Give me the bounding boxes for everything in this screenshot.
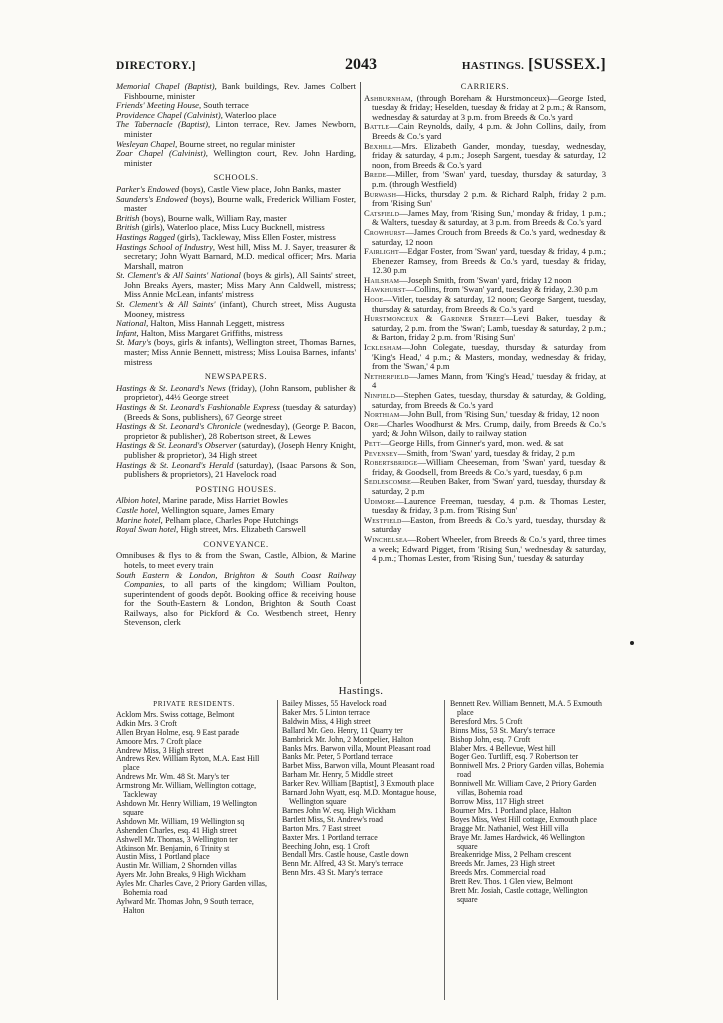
entry-name: St. Clement's & All Saints' [116,299,216,310]
resident-entry: Banks Mr. Peter, 5 Portland terrace [282,752,393,762]
directory-entry [364,516,606,535]
entry-text: —Edgar Foster, from 'Swan' yard, tuesday & friday, 4 p.m.; Ebenezer Ramsey, from Breeds & Co.'s yard, tuesday & friday, 12.30 p.m [372,246,606,276]
entry-place: Ore [364,418,379,429]
resident-entry: Brett Rev. Thos. 1 Glen view, Belmont [450,877,573,887]
resident-entry: Barham Mr. Henry, 5 Middle street [282,770,394,780]
page-header [116,56,606,78]
entry-name: Wesleyan Chapel [116,138,176,149]
entry-place: Burwash [364,188,397,199]
directory-entry [116,441,356,460]
directory-entry [364,228,606,247]
entry-name: St. Mary's [116,337,152,348]
header-town-name: HASTINGS. [461,60,525,72]
entry-text: —Easton, from Breeds & Co.'s yard, tuesday, thursday & saturday [372,514,606,535]
entry-place: Sedlescombe [364,476,411,487]
resident-entry: Baxter Mrs. 1 Portland terrace [282,832,378,842]
directory-entry [364,535,606,564]
entry-name: The Tabernacle (Baptist) [116,119,209,130]
resident-entry: Barnes John W. esq. High Wickham [282,805,396,815]
entry-place: Hooe [364,294,384,305]
entry-name: Hastings Ragged [116,231,175,242]
entry-name: Infant [116,327,137,338]
entry-place: Ashburnham [364,92,411,103]
entry-name: Friends' Meeting House [116,100,199,111]
resident-entry: Barker Rev. William [Baptist], 3 Exmouth place [282,779,434,789]
directory-entry [364,391,606,410]
directory-entry [364,343,606,372]
resident-entry: Amoore Mrs. 7 Croft place [116,736,202,746]
entry-place: Robertsbridge [364,457,418,468]
resident-entry: Armstrong Mr. William, Wellington cottage, Tackleway [116,781,257,800]
directory-entry [364,477,606,496]
resident-entry: Bishop John, esq. 7 Croft [450,734,531,744]
resident-entry: Bragge Mr. Nathaniel, West Hill villa [450,823,569,833]
entry-text: (boys, girls & infants), Wellington street, Thomas Barnes, master; Miss Annie Bennett, mistress; Miss Louisa Barnes, infants' mistress [124,337,356,367]
resident-entry: Bonniwell Mrs. 2 Priory Garden villas, Bohemia road [450,761,604,780]
resident-entry: Bonniwell Mr. William Cave, 2 Priory Garden villas, Bohemia road [450,779,597,798]
directory-entry [364,142,606,171]
column-divider [360,82,361,684]
entry-name: Hastings & St. Leonard's Fashionable Express [116,402,280,412]
entry-name: Castle hotel [116,504,158,515]
section-heading: POSTING HOUSES. [195,484,277,494]
entry-text: —Hicks, thursday 2 p.m. & Richard Ralph, friday 2 p.m. from 'Rising Sun' [372,188,606,209]
residents-column-3 [450,700,606,1000]
directory-entry [364,247,606,276]
entry-text: —Miller, from 'Swan' yard, tuesday, thursday & saturday, 3 p.m. (through Westfield) [372,169,606,189]
entry-text: —Vitler, tuesday & saturday, 12 noon; George Sargent, tuesday, thursday & saturday, from Breeds & Co.'s yard [372,294,606,314]
resident-entry: Bartlett Miss, St. Andrew's road [282,814,383,824]
entry-place: Brede [364,169,387,180]
entry-text: —Joseph Smith, from 'Swan' yard, friday 12 noon [399,274,572,285]
resident-entry: Bambrick Mr. John, 2 Montpelier, Halton [282,734,414,744]
entry-text: —Cain Reynolds, daily, 4 p.m. & John Collins, daily, from Breeds & Co.'s yard [372,121,606,141]
entry-text: , South terrace [198,100,249,111]
entry-text: (boys), Bourne walk, Frederick William Foster, master [124,193,356,214]
entry-text: —George Hills, from Ginner's yard, mon. wed. & sat [380,437,564,448]
entry-place: Westfield [364,514,402,525]
header-directory: DIRECTORY.] [116,60,196,72]
entry-text: (friday), (John Ransom, publisher & proprietor), 44½ George street [124,382,356,403]
entry-text: —James Mann, from 'King's Head,' tuesday & friday, at 4 [372,370,606,391]
entry-place: Pevensey [364,447,398,458]
resident-entry: Barton Mrs. 7 East street [282,823,361,833]
directory-entry [116,120,356,139]
directory-entry [116,422,356,441]
resident-entry: Boger Geo. Turtliff, esq. 7 Robertson ter [450,752,579,762]
resident-entry: Bourner Mrs. 1 Portland place, Halton [450,805,572,815]
entry-text: , Bourne street, no regular minister [175,138,296,149]
entry-place: Hurstmonceux & Gardner Street [364,313,505,324]
resident-entry: Andrews Mr. Wm. 48 St. Mary's ter [116,772,230,782]
section-heading: SCHOOLS. [213,173,259,183]
resident-entry: Banks Mrs. Barwon villa, Mount Pleasant road [282,743,431,753]
directory-entry [116,551,356,570]
right-column [364,82,606,682]
entry-name: Albion hotel [116,495,159,506]
entry-text: , High street, Mrs. Elizabeth Carswell [176,524,306,535]
header-county: [SUSSEX.] [528,56,606,73]
resident-entry: Baker Mrs. 5 Linton terrace [282,707,370,717]
entry-text: , to all parts of the kingdom; William Poulton, superintendent of goods depôt. Booking office & receiving house for the South-Eastern & London, Brighton & South Coast Railways, also for Pickford & Co. Westbench street, Henry Stevenson, clerk [124,579,356,628]
residents-divider-1 [277,700,278,1000]
entry-place: Icklesham [364,342,402,353]
entry-text: , Bank buildings, Rev. James Colbert Fishbourne, minister [124,82,356,101]
entry-place: Netherfield [364,370,409,381]
directory-entry [116,461,356,480]
resident-entry: Allen Bryan Holme, esq. 9 East parade [116,727,240,737]
resident-entry: Blaber Mrs. 4 Bellevue, West hill [450,743,556,753]
entry-text: (boys & girls), All Saints' street, John Breaks Ayers, master; Miss Mary Ann Caldwell, mistress; Miss Annie McLean, infants' mistress [124,270,356,300]
entry-text: , Wellington court, Rev. John Harding, minister [124,148,356,168]
resident-entry: Breeds Mr. James, 23 High street [450,859,555,869]
entry-text: , Wellington square, James Emary [157,504,275,515]
entry-text: —Robert Wheeler, from Breeds & Co.'s yard, three times a week; Edward Pigget, from 'Rising Sun,' wednesday & saturday, 4 p.m.; Thomas Lester, from 'Rising Sun,' tuesday & saturday [372,533,606,564]
entry-text: (boys), Bourne walk, William Ray, master [139,212,287,223]
entry-text: , Marine parade, Miss Harriet Bowles [158,495,288,506]
resident-entry: Ashwell Mr. Thomas, 3 Wellington ter [116,834,238,844]
directory-entry [364,420,606,439]
entry-place: Catsfield [364,207,400,218]
entry-place: Battle [364,121,390,132]
resident-entry: Ayles Mr. Charles Cave, 2 Priory Garden villas, Bohemia road [116,879,267,898]
entry-name: Marine hotel [116,514,161,525]
directory-entry [364,209,606,228]
entry-text: (boys), Castle View place, John Banks, master [179,183,341,194]
entry-name: Hastings & St. Leonard's Herald [116,459,234,470]
entry-place: Crowhurst [364,226,406,237]
directory-entry [116,338,356,367]
entry-name: Hastings & St. Leonard's Observer [116,440,237,451]
entry-text: , Linton terrace, Rev. James Newborn, minister [124,119,356,139]
directory-entry [116,384,356,403]
entry-text: Omnibuses & flys to & from the Swan, Castle, Albion, & Marine hotels, to meet every train [116,550,356,570]
entry-text: —Collins, from 'Swan' yard, tuesday & friday, 2.30 p.m [405,284,598,295]
entry-name: Royal Swan hotel [116,524,177,535]
directory-entry [364,314,606,343]
section-heading: NEWSPAPERS. [204,372,268,382]
entry-text: , West hill, Miss M. J. Sayer, treasurer & secretary; John Wyatt Barnard, M.D. medical officer; Mrs. Maria Marshall, matron [124,241,356,271]
resident-entry: Barbet Miss, Barwon villa, Mount Pleasant road [282,761,435,771]
entry-text: (infant), Church street, Miss Augusta Mooney, mistress [124,299,356,319]
entry-name: British [116,222,140,233]
resident-entry: Beeching John, esq. 1 Croft [282,841,370,851]
residents-divider-2 [444,700,445,1000]
entry-text: —James May, from 'Rising Sun,' monday & friday, 1 p.m.; & Walters, tuesday & saturday, at 3 p.m. from Breeds & Co.'s yard [372,207,606,228]
resident-entry: Braye Mr. James Hardwick, 46 Wellington square [450,832,585,851]
directory-entry [116,300,356,319]
resident-entry: Austin Miss, 1 Portland place [116,852,210,862]
residents-list-1 [116,711,272,916]
resident-entry: Binns Miss, 53 St. Mary's terrace [450,725,556,735]
entry-name: British [116,212,140,223]
entry-name: Parker's Endowed [116,183,180,194]
left-column [116,82,356,682]
directory-entry [116,571,356,629]
entry-text: , Halton, Miss Hannah Leggett, mistress [146,318,285,329]
entry-name: Hastings & St. Leonard's Chronicle [116,421,241,432]
resident-entry: Breeds Mrs. Commercial road [450,868,546,878]
directory-entry [116,403,356,422]
entry-name: Providence Chapel (Calvinist) [116,109,221,120]
entry-name: St. Clement's & All Saints' National [116,270,241,281]
resident-entry: Ashenden Charles, esq. 41 High street [116,825,237,835]
resident-entry: Baldwin Miss, 4 High street [282,716,371,726]
directory-entry [116,271,356,300]
entry-text: —John Colegate, tuesday, thursday & saturday from 'King's Head,' 4 p.m.; & Masters, monday, wednesday & friday, from the 'Swan,' 4 p.m [372,342,606,372]
resident-entry: Ayers Mr. John Breaks, 9 High Wickham [116,870,246,880]
entry-place: Winchelsea [364,533,408,544]
directory-entry [364,122,606,141]
section-heading: CONVEYANCE. [203,539,269,549]
entry-text: (saturday), (Joseph Henry Knight, publisher & proprietor), 34 High street [124,440,356,460]
directory-entry [116,243,356,272]
entry-text: —Reuben Baker, from 'Swan' yard, tuesday, thursday & saturday, 2 p.m [372,476,606,496]
entry-text: —Smith, from 'Swan' yard, tuesday & friday, 2 p.m [397,447,575,458]
entry-text: —Mrs. Elizabeth Gander, monday, tuesday, wednesday, friday & saturday, 4 p.m.; Joseph Sargent, tuesday & saturday, 12 noon, from Breeds & Co.'s yard [372,140,606,170]
resident-entry: Boyes Miss, West Hill cottage, Exmouth place [450,814,597,824]
margin-dot [630,641,634,645]
entry-place: Pett [364,437,381,448]
entry-text: (saturday), (Isaac Parsons & Son, publishers & proprietors), 21 Havelock road [124,459,356,480]
resident-entry: Ballard Mr. Geo. Henry, 11 Quarry ter [282,725,403,735]
resident-entry: Atkinson Mr. Benjamin, 6 Trinity st [116,843,230,853]
entry-text: (girls), Tackleway, Miss Ellen Foster, mistress [174,231,336,242]
resident-entry: Benn Mrs. 43 St. Mary's terrace [282,868,383,878]
directory-entry [364,190,606,209]
residents-column-2 [282,700,438,1000]
resident-entry: Adkin Mrs. 3 Croft [116,718,177,728]
town-heading: Hastings. [338,685,384,697]
directory-entry [364,372,606,391]
resident-entry: Ashdown Mr. Henry William, 19 Wellington square [116,798,257,817]
resident-entry: Acklom Mrs. Swiss cottage, Belmont [116,709,235,719]
entry-name: Hastings School of Industry [116,241,213,252]
entry-place: Northiam [364,409,400,420]
entry-text: —Levi Baker, tuesday & saturday, 2 p.m. from the 'Swan'; Lamb, tuesday & saturday, 2 p.m.; & Barton, friday 2 p.m. from 'Rising Sun' [372,313,606,343]
directory-entry [364,458,606,477]
resident-entry: Barnard John Wyatt, esq. M.D. Montague house, Wellington square [282,788,437,806]
entry-text: , Pelham place, Charles Pope Hutchings [160,514,299,525]
entry-name: South Eastern & London, Brighton & South Coast Railway Companies [116,569,356,590]
resident-entry: Borrow Miss, 117 High street [450,796,544,806]
resident-entry: Andrews Rev. William Ryton, M.A. East Hill place [116,754,260,773]
entry-name: Memorial Chapel (Baptist) [116,82,215,91]
entry-place: Bexhill [364,140,393,151]
resident-entry: Ashdown Mr. William, 19 Wellington sq [116,816,245,826]
resident-entry: Beresford Mrs. 5 Croft [450,716,523,726]
entry-text: , Waterloo place [220,109,277,120]
header-town [462,56,606,74]
section-heading: CARRIERS. [460,82,510,91]
private-residents-heading: PRIVATE RESIDENTS. [153,700,235,708]
entry-place: Hailsham [364,274,400,285]
entry-name: Zoar Chapel (Calvinist) [116,148,206,159]
directory-entry [364,497,606,516]
entry-place: Hawkhurst [364,284,406,295]
resident-entry: Bailey Misses, 55 Havelock road [282,700,387,708]
directory-entry [364,170,606,189]
directory-entry [364,295,606,314]
directory-entry [116,525,356,535]
resident-entry: Bennett Rev. William Bennett, M.A. 5 Exmouth place [450,700,602,717]
directory-entry [116,195,356,214]
resident-entry: Breakenridge Miss, 2 Pelham crescent [450,850,572,860]
entry-place: Fairlight [364,246,399,257]
entry-text: (wednesday), (George P. Bacon, proprietor & publisher), 28 Robertson street, & Lewes [124,421,356,441]
entry-name: Saunders's Endowed [116,193,188,204]
entry-place: Udimore [364,495,396,506]
entry-text: —Laurence Freeman, tuesday, 4 p.m. & Thomas Lester, tuesday & friday, 3 p.m. from 'Rising Sun' [372,495,606,516]
entry-name: National [116,318,147,329]
entry-place: Ninfield [364,390,396,400]
directory-entry [116,149,356,168]
entry-text: —William Cheeseman, from 'Swan' yard, tuesday & friday, & Goodsell, from Breeds & Co.'s yard, tuesday, 6 p.m [372,457,606,477]
entry-text: —Stephen Gates, tuesday, thursday & saturday, & Golding, saturday, from Breeds & Co.'s yard [372,390,606,410]
resident-entry: Andrew Miss, 3 High street [116,745,204,755]
entry-text: —John Bull, from 'Rising Sun,' tuesday & friday, 12 noon [399,409,600,420]
residents-column-1 [116,700,272,1000]
entry-name: Hastings & St. Leonard's News [116,382,226,393]
entry-text: —James Crouch from Breeds & Co.'s yard, wednesday & saturday, 12 noon [372,226,606,247]
entry-text: , (through Boreham & Hurstmonceux)—George Isted, tuesday & friday; Heselden, tuesday & friday at 2 p.m.; & Ransom, wednesday & saturday at 3 p.m. from Breeds & Co.'s yard [372,92,606,122]
entry-text: (girls), Waterloo place, Miss Lucy Bucknell, mistress [139,222,325,233]
resident-entry: Brett Mr. Josiah, Castle cottage, Wellington square [450,886,588,904]
entry-text: , Halton, Miss Margaret Griffiths, mistress [136,327,283,338]
page-number: 2043 [345,56,377,73]
resident-entry: Aylward Mr. Thomas John, 9 South terrace, Halton [116,896,254,915]
entry-text: —Charles Woodhurst & Mrs. Crump, daily, from Breeds & Co.'s yard; & John Wilson, daily to railway station [372,418,606,439]
entry-text: (tuesday & saturday) (Breeds & Sons, publishers), 67 George street [124,402,356,422]
directory-entry [116,82,356,101]
resident-entry: Austin Mr. William, 2 Shornden villas [116,861,237,871]
directory-entry [364,94,606,123]
resident-entry: Bendall Mrs. Castle house, Castle down [282,850,409,860]
resident-entry: Benn Mr. Alfred, 43 St. Mary's terrace [282,859,404,869]
